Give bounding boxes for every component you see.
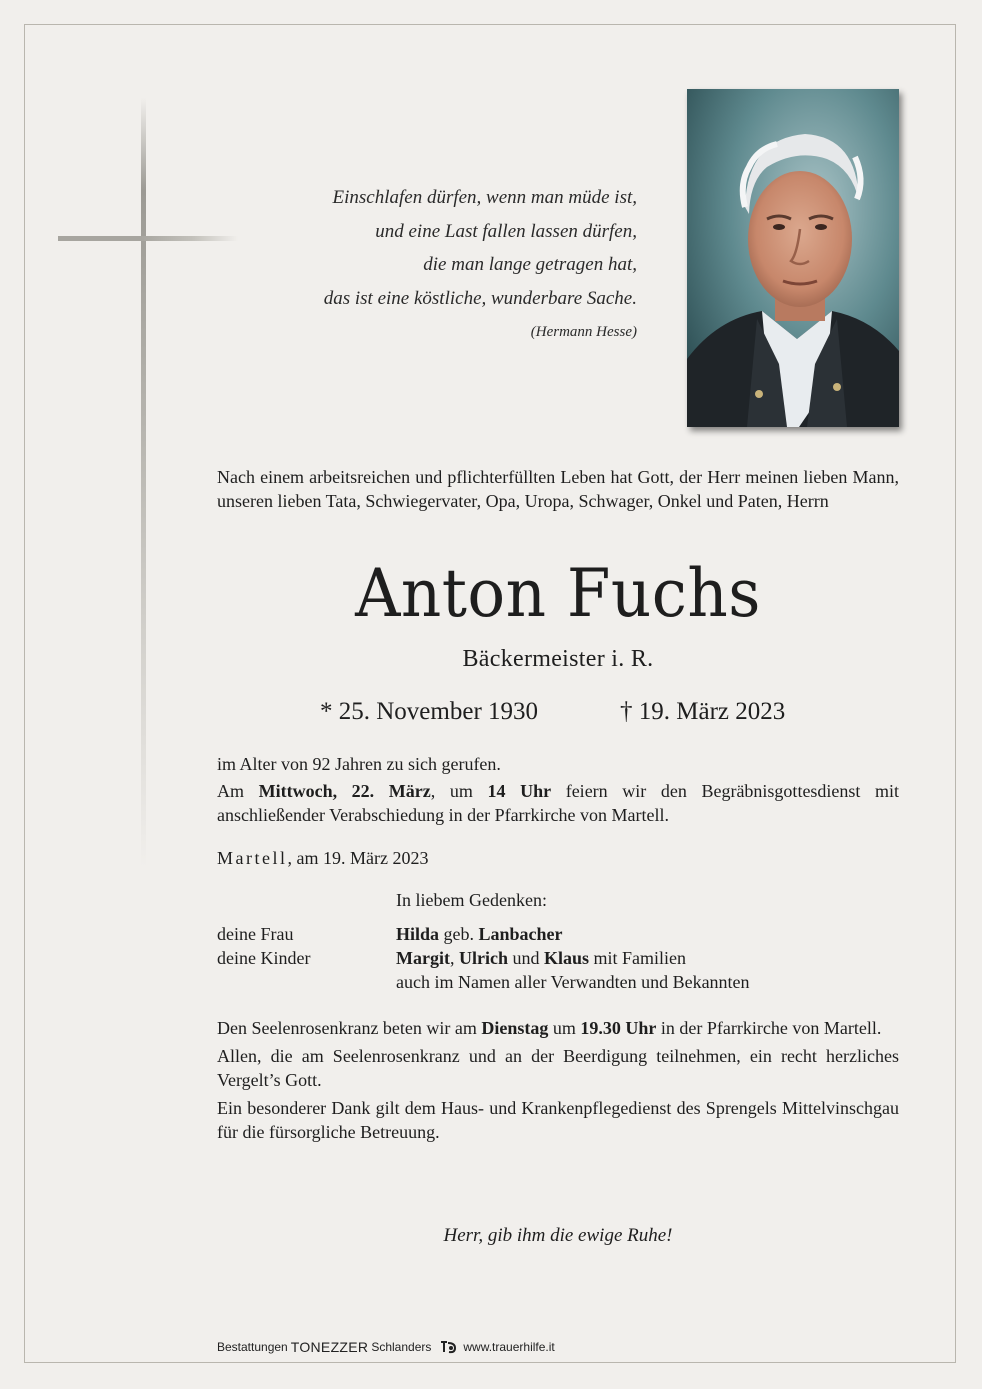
separator: , xyxy=(449,948,459,968)
trauerhilfe-logo-icon xyxy=(437,1339,459,1355)
portrait-photo xyxy=(687,89,899,427)
relation-label-empty xyxy=(217,970,396,994)
rosary-text xyxy=(217,1016,899,1040)
child-name: Margit xyxy=(396,948,450,968)
place-date-text: , am 19. März 2023 xyxy=(287,848,429,868)
funeral-um: , um xyxy=(430,781,473,801)
funeral-date: Mittwoch, 22. März xyxy=(258,781,431,801)
relatives-text: auch im Namen aller Verwandten und Bekannten xyxy=(396,972,750,992)
rosary-time: 19.30 Uhr xyxy=(580,1018,657,1038)
deceased-title: Bäckermeister i. R. xyxy=(462,646,654,672)
relation-label: deine Kinder xyxy=(217,948,311,968)
funeral-text xyxy=(217,779,899,827)
thanks-text-1: Allen, die am Seelenrosenkranz und an der Beerdigung teilnehmen, ein recht herzliches Vergelt’s Gott. xyxy=(217,1046,899,1090)
hesse-quote xyxy=(240,181,637,342)
quote-line: die man lange getragen hat, xyxy=(423,254,637,275)
child-name: Klaus xyxy=(543,948,590,968)
death-date: † 19. März 2023 xyxy=(620,698,786,725)
rosary-pre: Den Seelenrosenkranz beten wir am xyxy=(217,1018,477,1038)
rosary-post: in der Pfarrkirche von Martell. xyxy=(660,1018,882,1038)
cross-horizontal-beam xyxy=(58,236,238,241)
place-date xyxy=(217,846,899,870)
rosary-thanks-paragraphs xyxy=(217,1016,899,1148)
wife-nee: geb. xyxy=(439,924,479,944)
child-name: Ulrich xyxy=(458,948,508,968)
quote-line: und eine Last fallen lassen dürfen, xyxy=(375,220,637,242)
mourner-names xyxy=(396,946,686,970)
rosary-day: Dienstag xyxy=(481,1018,549,1038)
closing-prayer: Herr, gib ihm die ewige Ruhe! xyxy=(443,1225,673,1246)
age-text: im Alter von 92 Jahren zu sich gerufen. xyxy=(217,754,501,774)
funeral-rest: feiern wir den Begräbnisgottesdienst mit anschließender Verabschiedung in der Pfarrkirche von Martell. xyxy=(217,781,900,825)
funeral-paragraph xyxy=(217,752,899,827)
mourner-row-wife xyxy=(217,922,750,946)
place-town: Martell xyxy=(217,848,288,868)
thanks-text-2: Ein besonderer Dank gilt dem Haus- und Krankenpflegedienst des Sprengels Mittelvinschgau für die fürsorgliche Betreuung. xyxy=(217,1098,899,1142)
footer-url: www.trauerhilfe.it xyxy=(463,1340,555,1354)
quote-line: Einschlafen dürfen, wenn man müde ist, xyxy=(332,187,637,208)
rosary-mid: um xyxy=(552,1018,576,1038)
funeral-time: 14 Uhr xyxy=(487,781,552,801)
birth-date: * 25. November 1930 xyxy=(320,698,539,725)
footer xyxy=(217,1338,555,1356)
funeral-am: Am xyxy=(217,781,244,801)
quote-author: (Hermann Hesse) xyxy=(530,324,637,340)
memory-heading: In liebem Gedenken: xyxy=(396,890,547,910)
cross-vertical-beam xyxy=(141,98,146,868)
intro-text: Nach einem arbeitsreichen und pflichterfüllten Leben hat Gott, der Herr meinen lieben Mann, unseren lieben Tata, Schwiegervater, Opa, Uropa, Schwager, Onkel und Paten, Herrn xyxy=(217,467,899,511)
mourner-names xyxy=(396,922,563,946)
wife-first-name: Hilda xyxy=(396,924,440,944)
wife-maiden-name: Lanbacher xyxy=(478,924,563,944)
footer-town: Schlanders xyxy=(371,1340,432,1354)
footer-brand: TONEZZER xyxy=(290,1339,369,1355)
mourners-list xyxy=(217,922,750,994)
mourner-row-children xyxy=(217,946,750,970)
footer-pre: Bestattungen xyxy=(217,1340,288,1354)
deceased-name: Anton Fuchs xyxy=(355,555,761,632)
children-rest: mit Familien xyxy=(589,948,687,968)
mourner-row-relatives xyxy=(217,970,750,994)
quote-line: das ist eine köstliche, wunderbare Sache. xyxy=(323,287,637,309)
intro-paragraph xyxy=(217,465,899,513)
relation-label: deine Frau xyxy=(217,924,294,944)
separator: und xyxy=(507,948,544,968)
